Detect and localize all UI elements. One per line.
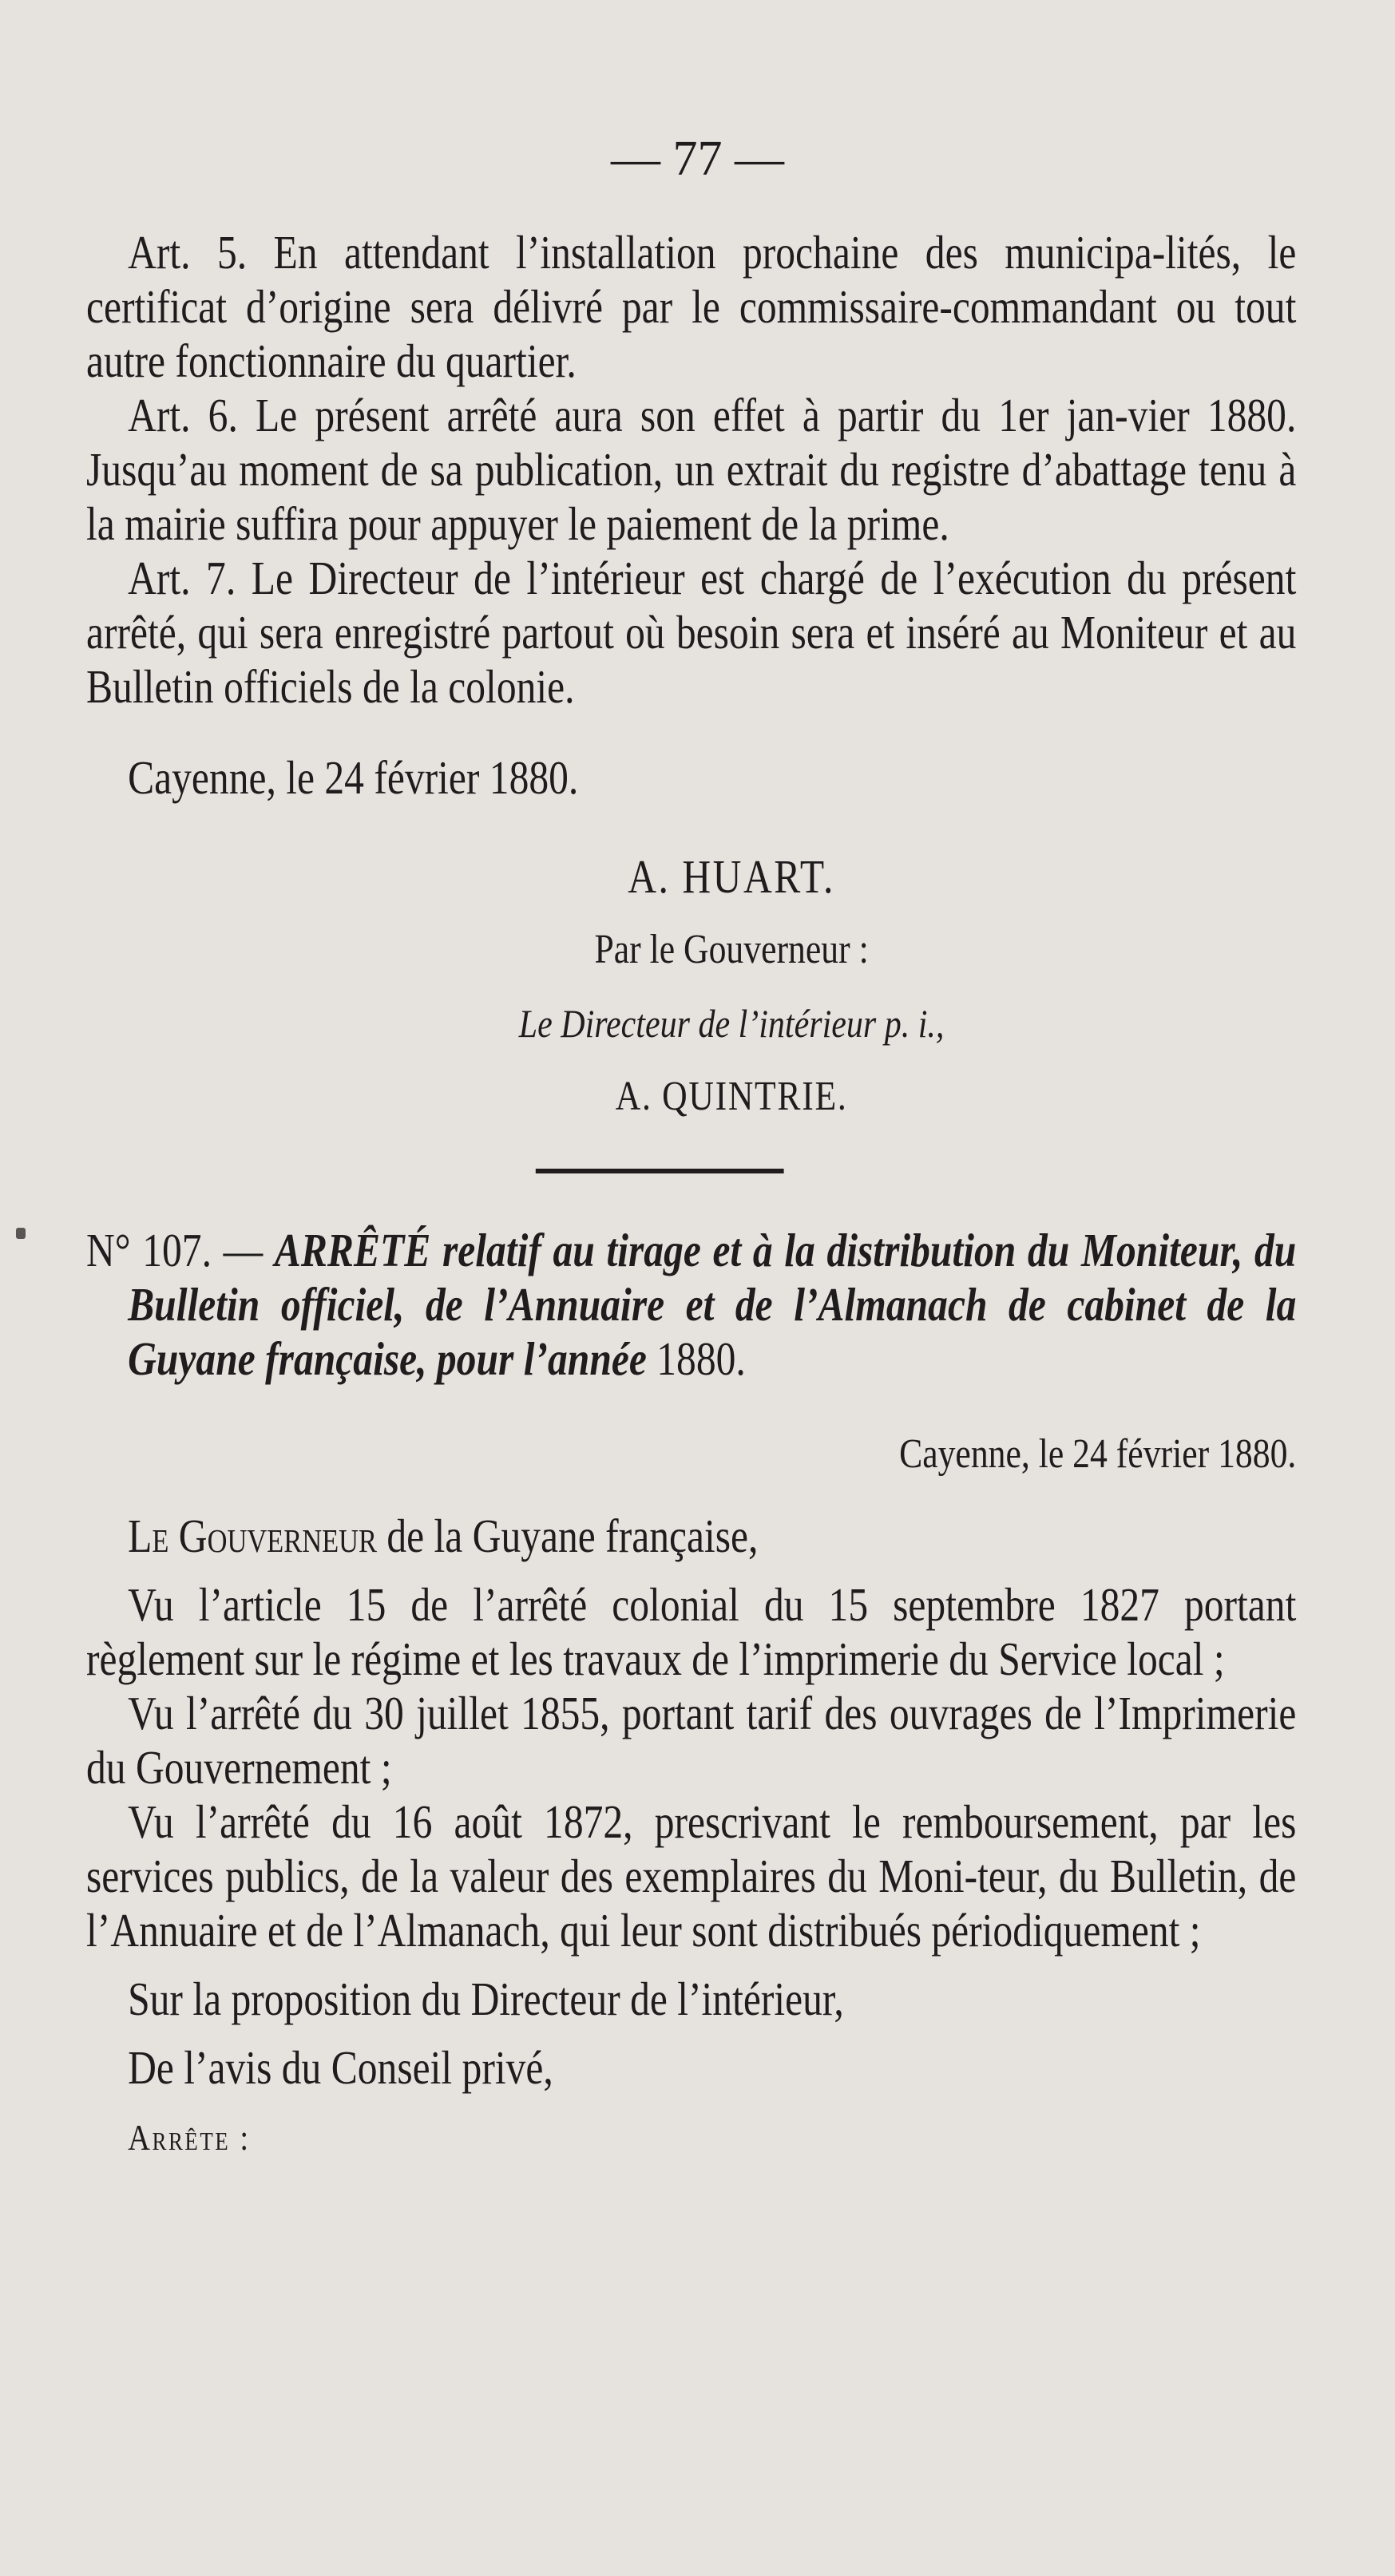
margin-ink-mark [16, 1228, 26, 1239]
decree-number: N° 107. — [86, 1224, 264, 1276]
governor-smallcaps: Le Gouverneur [128, 1510, 377, 1562]
separator-rule [536, 1169, 784, 1173]
decree-dateline: Cayenne, le 24 février 1880. [899, 1431, 1297, 1477]
signature-huart: A. HUART. [628, 850, 835, 903]
decree-title: ARRÊTÉ relatif au tirage et à la distribution du Moniteur, du Bulletin officiel, de l’Annuaire et de l’Almanach de cabinet de la Guyane française, pour l’année [128, 1224, 1297, 1385]
arrete-line: Arrête : [128, 2117, 251, 2158]
decree-heading [86, 1223, 1296, 1386]
decree-year: 1880. [656, 1332, 746, 1385]
article-5: Art. 5. En attendant l’installation prochaine des municipa-lités, le certificat d’origine sera délivré par le commissaire-commandant ou tout autre fonctionnaire du quartier. [86, 226, 1297, 387]
avis-line: De l’avis du Conseil privé, [128, 2041, 553, 2094]
page-number: — 77 — [611, 132, 784, 186]
article-7: Art. 7. Le Directeur de l’intérieur est chargé de l’exécution du présent arrêté, qui sera enregistré partout où besoin sera et inséré au Moniteur et au Bulletin officiels de la colonie. [86, 552, 1297, 713]
place-date: Cayenne, le 24 février 1880. [128, 751, 579, 804]
considerant-2: Vu l’arrêté du 30 juillet 1855, portant tarif des ouvrages de l’Imprimerie du Gouvernement ; [86, 1687, 1297, 1794]
director-title: Le Directeur de l’intérieur p. i., [518, 1001, 945, 1046]
article-6: Art. 6. Le présent arrêté aura son effet à partir du 1er jan-vier 1880. Jusqu’au moment de sa publication, un extrait du registre d’abattage tenu à la mairie suffira pour appuyer le paiement de la prime. [86, 389, 1297, 550]
governor-rest: de la Guyane française, [376, 1510, 759, 1562]
text-column [86, 225, 1296, 2165]
considerant-3: Vu l’arrêté du 16 août 1872, prescrivant le remboursement, par les services publics, de la valeur des exemplaires du Moni-teur, du Bulletin, de l’Annuaire et de l’Almanach, qui leur sont distribués périodiquement ; [86, 1795, 1297, 1957]
proposition-line: Sur la proposition du Directeur de l’intérieur, [128, 1973, 844, 2025]
considerant-1: Vu l’article 15 de l’arrêté colonial du 15 septembre 1827 portant règlement sur le régime et les travaux de l’imprimerie du Service local ; [86, 1578, 1297, 1685]
par-le-gouverneur: Par le Gouverneur : [594, 927, 869, 972]
governor-line [86, 1509, 1296, 1563]
signature-quintrie: A. QUINTRIE. [615, 1074, 848, 1119]
